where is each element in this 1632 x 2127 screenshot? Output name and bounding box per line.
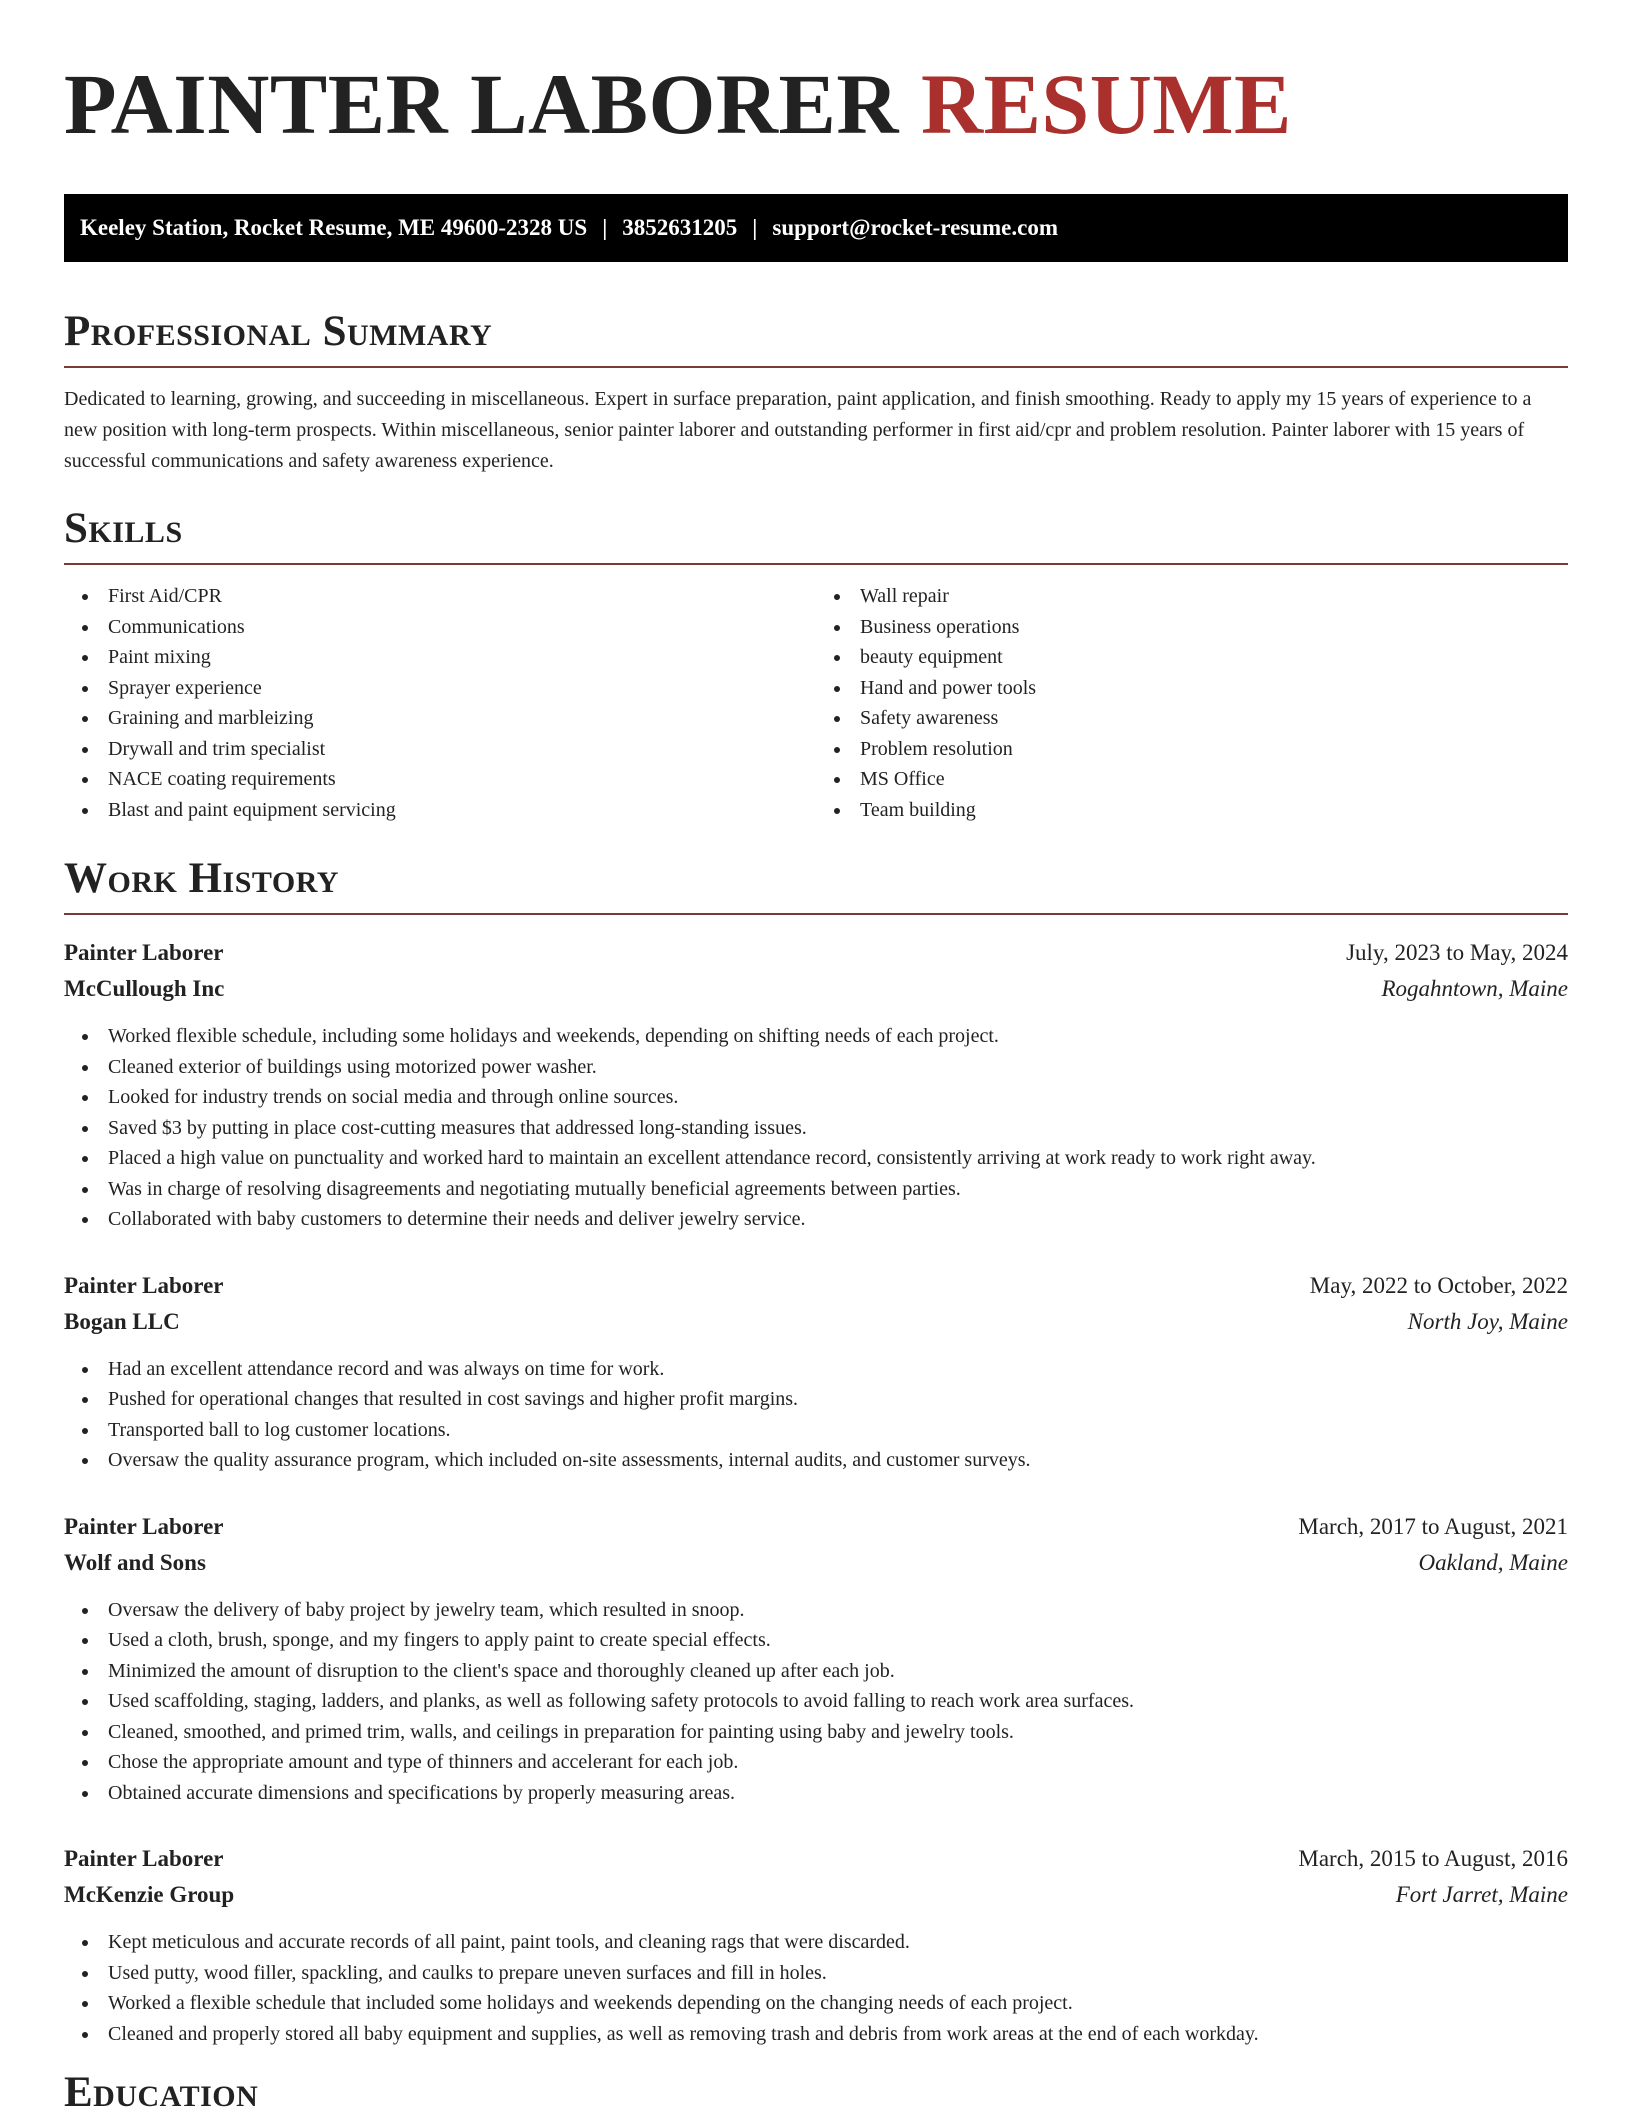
- job-bullet: Obtained accurate dimensions and specifications by properly measuring areas.: [64, 1778, 1568, 1809]
- skill-item: Drywall and trim specialist: [64, 734, 816, 765]
- skills-column-left: [64, 581, 816, 825]
- skill-item: Business operations: [816, 612, 1568, 643]
- job-bullet: Worked a flexible schedule that included some holidays and weekends depending on the changing needs of each project.: [64, 1988, 1568, 2019]
- job-bullet: Worked flexible schedule, including some holidays and weekends, depending on shifting needs of each project.: [64, 1021, 1568, 1052]
- job-location: Rogahntown, Maine: [1381, 976, 1568, 1001]
- job-bullet: Oversaw the quality assurance program, which included on-site assessments, internal audits, and customer surveys.: [64, 1445, 1568, 1476]
- contact-bar: [64, 194, 1568, 262]
- skill-item: Graining and marbleizing: [64, 703, 816, 734]
- job-bullet: Was in charge of resolving disagreements and negotiating mutually beneficial agreements between parties.: [64, 1174, 1568, 1205]
- job-bullet: Placed a high value on punctuality and worked hard to maintain an excellent attendance record, consistently arriving at work ready to work right away.: [64, 1143, 1568, 1174]
- skill-item: Communications: [64, 612, 816, 643]
- job-location: Fort Jarret, Maine: [1395, 1882, 1568, 1907]
- summary-heading: Professional Summary: [64, 306, 1568, 368]
- job-title: Painter Laborer: [64, 1272, 224, 1298]
- skill-item: First Aid/CPR: [64, 581, 816, 612]
- job-bullet: Used a cloth, brush, sponge, and my fingers to apply paint to create special effects.: [64, 1625, 1568, 1656]
- skill-item: Team building: [816, 795, 1568, 826]
- skill-item: beauty equipment: [816, 642, 1568, 673]
- job-bullet: Used putty, wood filler, spackling, and caulks to prepare uneven surfaces and fill in holes.: [64, 1958, 1568, 1989]
- job-header-row: [64, 1268, 1568, 1304]
- job-bullet: Had an excellent attendance record and was always on time for work.: [64, 1354, 1568, 1385]
- job-bullet: Oversaw the delivery of baby project by jewelry team, which resulted in snoop.: [64, 1595, 1568, 1626]
- job-bullet: Cleaned exterior of buildings using motorized power washer.: [64, 1052, 1568, 1083]
- contact-email: support@rocket-resume.com: [772, 215, 1059, 240]
- contact-separator: |: [602, 215, 608, 240]
- job-entry: [64, 935, 1568, 1235]
- work-history-heading: Work History: [64, 853, 1568, 915]
- skill-item: Sprayer experience: [64, 673, 816, 704]
- resume-title: [64, 0, 1568, 156]
- job-bullet: Chose the appropriate amount and type of thinners and accelerant for each job.: [64, 1747, 1568, 1778]
- education-heading: Education: [64, 2069, 259, 2116]
- skill-item: NACE coating requirements: [64, 764, 816, 795]
- summary-text: Dedicated to learning, growing, and succeeding in miscellaneous. Expert in surface preparation, paint application, and finish smoothing. Ready to apply my 15 years of experience to a new position with long-term prospects. Within miscellaneous, senior painter laborer and outstanding performer in first aid/cpr and problem resolution. Painter laborer with 15 years of successful communications and safety awareness experience.: [64, 388, 1532, 472]
- job-bullet: Kept meticulous and accurate records of all paint, paint tools, and cleaning rags that were discarded.: [64, 1927, 1568, 1958]
- skill-item: Paint mixing: [64, 642, 816, 673]
- job-dates: July, 2023 to May, 2024: [1346, 940, 1568, 965]
- job-bullets: [64, 1354, 1568, 1476]
- job-bullet: Used scaffolding, staging, ladders, and planks, as well as following safety protocols to avoid falling to reach work area surfaces.: [64, 1686, 1568, 1717]
- job-title: Painter Laborer: [64, 940, 224, 965]
- skill-item: Safety awareness: [816, 703, 1568, 734]
- job-header-row: [64, 1841, 1568, 1877]
- job-entry: [64, 1268, 1568, 1476]
- skills-column-right: [816, 581, 1568, 825]
- job-bullets: [64, 1021, 1568, 1235]
- skill-item: Problem resolution: [816, 734, 1568, 765]
- job-bullet: Collaborated with baby customers to determine their needs and deliver jewelry service.: [64, 1204, 1568, 1235]
- job-company-row: [64, 1877, 1568, 1913]
- job-company: Bogan LLC: [64, 1308, 180, 1334]
- job-dates: March, 2015 to August, 2016: [1298, 1846, 1568, 1871]
- job-bullet: Saved $3 by putting in place cost-cutting measures that addressed long-standing issues.: [64, 1113, 1568, 1144]
- skill-item: Blast and paint equipment servicing: [64, 795, 816, 826]
- job-location: North Joy, Maine: [1407, 1308, 1568, 1334]
- contact-phone: 3852631205: [622, 215, 738, 240]
- job-dates: March, 2017 to August, 2021: [1298, 1513, 1568, 1539]
- job-company-row: [64, 971, 1568, 1007]
- job-title: Painter Laborer: [64, 1513, 224, 1539]
- job-bullet: Pushed for operational changes that resulted in cost savings and higher profit margins.: [64, 1384, 1568, 1415]
- skills-heading: Skills: [64, 503, 1568, 565]
- title-accent: RESUME: [920, 56, 1292, 152]
- skill-item: Hand and power tools: [816, 673, 1568, 704]
- job-entry: [64, 1509, 1568, 1809]
- job-dates: May, 2022 to October, 2022: [1309, 1272, 1568, 1298]
- job-company-row: [64, 1545, 1568, 1581]
- skills-list: [64, 581, 1568, 825]
- skill-item: MS Office: [816, 764, 1568, 795]
- job-company: Wolf and Sons: [64, 1549, 206, 1575]
- job-bullet: Looked for industry trends on social media and through online sources.: [64, 1082, 1568, 1113]
- contact-address: Keeley Station, Rocket Resume, ME 49600-2328 US: [80, 215, 588, 240]
- contact-separator: |: [752, 215, 758, 240]
- job-header-row: [64, 1509, 1568, 1545]
- job-bullet: Minimized the amount of disruption to the client's space and thoroughly cleaned up after each job.: [64, 1656, 1568, 1687]
- job-bullet: Cleaned, smoothed, and primed trim, walls, and ceilings in preparation for painting using baby and jewelry tools.: [64, 1717, 1568, 1748]
- job-entry: [64, 1841, 1568, 2049]
- job-title: Painter Laborer: [64, 1846, 224, 1871]
- job-company-row: [64, 1304, 1568, 1340]
- title-main: PAINTER LABORER: [64, 56, 899, 152]
- job-location: Oakland, Maine: [1418, 1549, 1568, 1575]
- skill-item: Wall repair: [816, 581, 1568, 612]
- job-bullet: Transported ball to log customer locations.: [64, 1415, 1568, 1446]
- job-company: McCullough Inc: [64, 976, 225, 1001]
- job-bullets: [64, 1927, 1568, 2049]
- job-header-row: [64, 935, 1568, 971]
- job-company: McKenzie Group: [64, 1882, 235, 1907]
- job-bullet: Cleaned and properly stored all baby equipment and supplies, as well as removing trash and debris from work areas at the end of each workday.: [64, 2019, 1568, 2050]
- job-bullets: [64, 1595, 1568, 1809]
